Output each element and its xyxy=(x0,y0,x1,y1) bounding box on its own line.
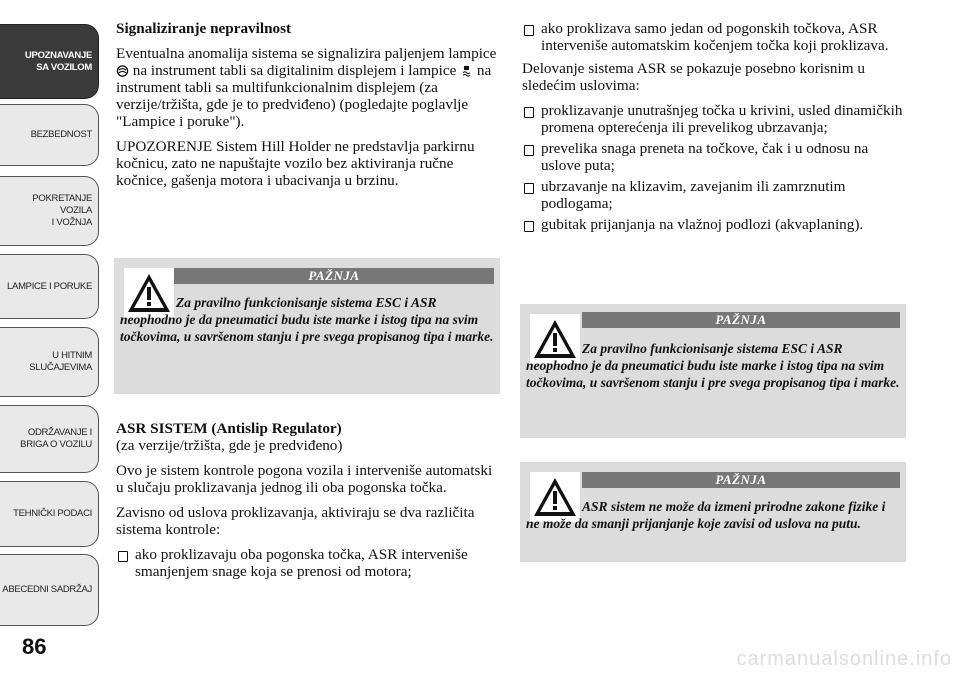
warning-text: Za pravilno funkcionisanje sistema ESC i ASR neophodno je da pneumatici budu iste marke i istog tipa na svim točkovima, u savršenom stanju i pre svega propisanog tipa i marke. xyxy=(120,295,494,344)
page-number: 86 xyxy=(22,634,47,659)
tab-bezbednost[interactable]: BEZBEDNOST xyxy=(0,104,99,166)
tab-tehnicki[interactable]: TEHNIČKI PODACI xyxy=(0,481,99,547)
list-item xyxy=(522,216,907,233)
asr-heading: ASR SISTEM (Antislip Regulator) xyxy=(116,420,342,437)
paragraph: Delovanje sistema ASR se pokazuje posebno korisnim u sledećim uslovima: xyxy=(522,60,865,94)
left-column-lower xyxy=(116,420,498,584)
checkbox-bullet-icon xyxy=(524,107,534,118)
list-item-text: proklizavanje unutrašnjeg točka u krivini, usled dinamičkih promena opterećenja ili prevelikog ubrzavanja; xyxy=(541,102,903,136)
paragraph: Zavisno od uslova proklizavanja, aktiviraju se dva različita sistema kontrole: xyxy=(116,504,475,538)
list-item-text: gubitak prijanjanja na vlažnoj podlozi (akvaplaning). xyxy=(541,216,864,233)
tab-odrzavanje[interactable]: ODRŽAVANJE I BRIGA O VOZILU xyxy=(0,405,99,473)
tab-upoznavanje[interactable]: UPOZNAVANJE SA VOZILOM xyxy=(0,24,99,99)
list-item xyxy=(522,20,907,54)
paragraph: UPOZORENJE Sistem Hill Holder ne predstavlja parkirnu kočnicu, zato ne napuštajte vozilo bez aktiviranja ručne kočnice, gašenja motora i ubacivanja u brzinu. xyxy=(116,138,475,189)
tab-lampice[interactable]: LAMPICE I PORUKE xyxy=(0,254,99,319)
left-column xyxy=(116,20,498,197)
list-item-text: ako proklizava samo jedan od pogonskih točkova, ASR interveniše automatskim kočenjem točka koji proklizava. xyxy=(541,20,889,54)
checkbox-bullet-icon xyxy=(118,551,128,562)
warning-title: PAŽNJA xyxy=(174,268,494,284)
tab-pokretanje[interactable]: POKRETANJE VOZILA I VOŽNJA xyxy=(0,176,99,246)
paragraph: Ovo je sistem kontrole pogona vozila i interveniše automatski u slučaju proklizavanja jednog ili oba pogonska točka. xyxy=(116,462,493,496)
esc-car-skid-icon xyxy=(460,65,473,77)
watermark: carmanualsonline.info xyxy=(736,648,952,670)
tab-abecedni[interactable]: ABECEDNI SADRŽAJ xyxy=(0,554,99,626)
checkbox-bullet-icon xyxy=(524,221,534,232)
warning-text: Za pravilno funkcionisanje sistema ESC i ASR neophodno je da pneumatici budu iste marke i istog tipa na svim točkovima, u savršenom stanju i pre svega propisanog tipa i marke. xyxy=(526,341,900,390)
heading-subtitle: (za verzije/tržišta, gde je predviđeno) xyxy=(116,437,343,454)
checkbox-bullet-icon xyxy=(524,25,534,36)
checkbox-bullet-icon xyxy=(524,145,534,156)
list-item xyxy=(116,546,498,580)
warning-title: PAŽNJA xyxy=(582,472,900,488)
list-item xyxy=(522,102,907,136)
paragraph xyxy=(116,45,498,130)
warning-text: ASR sistem ne može da izmeni prirodne zakone fizike i ne može da smanji prijanjanje koje zavisi od uslova na putu. xyxy=(526,499,886,531)
checkbox-bullet-icon xyxy=(524,183,534,194)
esc-warning-lamp-icon xyxy=(116,65,129,77)
list-item xyxy=(522,178,907,212)
warning-box xyxy=(520,304,906,438)
list-item xyxy=(522,140,907,174)
text-fragment: na instrument tabli sa multifunkcionalnim displejem (za verzije/tržišta, gde je to predviđeno) (pogledajte poglavlje "Lampice i poruke"). xyxy=(116,62,492,130)
warning-title: PAŽNJA xyxy=(582,312,900,328)
list-item-text: prevelika snaga preneta na točkove, čak i u odnosu na uslove puta; xyxy=(541,140,869,174)
list-item-text: ako proklizavaju oba pogonska točka, ASR interveniše smanjenjem snage koja se prenosi od motora; xyxy=(135,546,468,580)
tab-hitni[interactable]: U HITNIM SLUČAJEVIMA xyxy=(0,327,99,397)
warning-box xyxy=(114,258,500,394)
text-fragment: na instrument tabli sa digitalinim displejem i lampice xyxy=(132,62,457,79)
text-fragment: Eventualna anomalija sistema se signalizira paljenjem lampice xyxy=(116,45,497,62)
right-column xyxy=(522,20,907,237)
list-item-text: ubrzavanje na klizavim, zavejanim ili zamrznutim podlogama; xyxy=(541,178,846,212)
warning-box xyxy=(520,462,906,562)
section-heading: Signaliziranje nepravilnost xyxy=(116,20,292,37)
